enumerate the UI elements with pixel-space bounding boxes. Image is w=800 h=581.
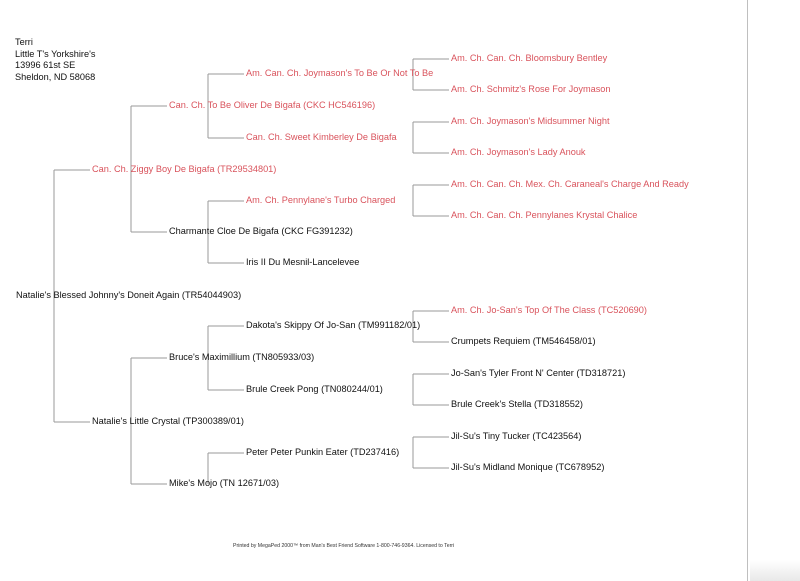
footer-credit: Printed by MegaPed 2000™ from Man's Best Friend Software 1-800-746-9364. Licensed to Terri — [233, 543, 455, 549]
breeder-city: Sheldon, ND 58068 — [15, 71, 96, 82]
sire-sire-sire: Am. Can. Ch. Joymason's To Be Or Not To Be — [246, 68, 434, 78]
page-edge — [747, 0, 748, 581]
dam-sire-sire-dam: Crumpets Requiem (TM546458/01) — [451, 336, 596, 346]
sire-sire-sire-dam: Am. Ch. Schmitz's Rose For Joymason — [451, 84, 611, 94]
sire-sire-dam: Can. Ch. Sweet Kimberley De Bigafa — [246, 132, 397, 142]
dam-dam-sire-sire: Jil-Su's Tiny Tucker (TC423564) — [451, 431, 582, 441]
sire-sire: Can. Ch. To Be Oliver De Bigafa (CKC HC546196) — [169, 100, 376, 110]
dam-dam: Mike's Mojo (TN 12671/03) — [169, 478, 280, 488]
sire-sire-dam-sire: Am. Ch. Joymason's Midsummer Night — [451, 116, 610, 126]
sire-dam: Charmante Cloe De Bigafa (CKC FG391232) — [169, 226, 353, 236]
dam: Natalie's Little Crystal (TP300389/01) — [92, 416, 244, 426]
sire-dam-dam: Iris II Du Mesnil-Lancelevee — [246, 257, 360, 267]
dam-sire-dam-sire: Jo-San's Tyler Front N' Center (TD318721) — [451, 368, 626, 378]
dam-sire-sire-sire: Am. Ch. Jo-San's Top Of The Class (TC520690) — [451, 305, 647, 315]
sire-dam-sire: Am. Ch. Pennylane's Turbo Charged — [246, 195, 396, 205]
dam-sire: Bruce's Maximillium (TN805933/03) — [169, 352, 315, 362]
sire-sire-dam-dam: Am. Ch. Joymason's Lady Anouk — [451, 147, 586, 157]
dam-dam-sire-dam: Jil-Su's Midland Monique (TC678952) — [451, 462, 605, 472]
sire-sire-sire-sire: Am. Ch. Can. Ch. Bloomsbury Bentley — [451, 53, 608, 63]
dam-dam-sire: Peter Peter Punkin Eater (TD237416) — [246, 447, 400, 457]
page-corner-shadow — [750, 560, 800, 581]
subject-dog: Natalie's Blessed Johnny's Doneit Again (TR54044903) — [16, 290, 242, 300]
dam-sire-dam-dam: Brule Creek's Stella (TD318552) — [451, 399, 583, 409]
dam-sire-sire: Dakota's Skippy Of Jo-San (TM991182/01) — [246, 320, 421, 330]
dam-sire-dam: Brule Creek Pong (TN080244/01) — [246, 384, 383, 394]
kennel-name: Little T's Yorkshire's — [15, 48, 96, 59]
sire-dam-sire-dam: Am. Ch. Can. Ch. Pennylanes Krystal Chalice — [451, 210, 638, 220]
breeder-name: Terri — [15, 37, 33, 47]
sire-dam-sire-sire: Am. Ch. Can. Ch. Mex. Ch. Caraneal's Charge And Ready — [451, 179, 689, 189]
breeder-address: 13996 61st SE — [15, 60, 76, 70]
sire: Can. Ch. Ziggy Boy De Bigafa (TR29534801) — [92, 164, 277, 174]
